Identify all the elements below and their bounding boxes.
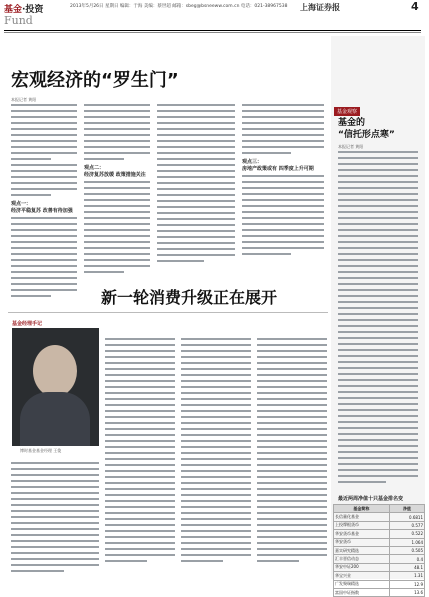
fund-value: 48.1: [389, 563, 424, 571]
sidebar-title: [338, 117, 395, 141]
main-article-column-1: [11, 104, 77, 304]
subhead-5: 观点三：: [242, 159, 263, 165]
fund-ranking-table: [333, 504, 425, 597]
fund-value: 0.6811: [389, 513, 424, 521]
fund-value: 13.6: [389, 588, 424, 596]
table-row: [334, 563, 425, 571]
section-label: 基金·投资: [4, 5, 44, 15]
fund-name: 华安中证200: [334, 563, 390, 571]
second-article-column-4: [257, 313, 327, 579]
subhead-3: 观点二：: [84, 165, 105, 171]
table-row: [334, 555, 425, 563]
table-row: [334, 513, 425, 521]
column-label: 基金经理手记: [12, 321, 43, 327]
subhead-2: 经济平稳复苏 改善有待加强: [11, 208, 73, 214]
subhead-4: 经济复苏放缓 政策措施关注: [84, 172, 146, 178]
author-photo-face: [33, 345, 77, 397]
fund-value: 1.31: [389, 572, 424, 580]
header-rule-thin: [4, 32, 421, 33]
fund-label: Fund: [4, 14, 33, 27]
main-article-column-4: [242, 104, 324, 279]
page-meta: 2013年5月26日 星期日 编辑：于海 美编：蔡世超 邮箱：sbeg@bsneeww.com.cn 电话：021-38967538: [70, 4, 288, 9]
header-rule: [4, 30, 421, 31]
main-article-title: 宏观经济的“罗生门”: [11, 70, 179, 91]
second-article-title: 新一轮消费升级正在展开: [101, 288, 278, 307]
sidebar-text: [338, 151, 418, 491]
subhead-6: 房地产政策或有 四季度上升可期: [242, 166, 314, 172]
fund-name: 上投摩根货币: [334, 521, 390, 529]
fund-value: 0.505: [389, 546, 424, 554]
table-header-cell: 净值: [389, 505, 424, 513]
second-article-column-3: [181, 313, 251, 579]
fund-name: 华安货币基金: [334, 530, 390, 538]
fund-name: 汇丰晋信动态: [334, 555, 390, 563]
table-title: 最近两周净值十只基金排名变: [338, 496, 404, 502]
sidebar-title-line-1: 基金的: [338, 118, 366, 128]
table-header-cell: 基金简称: [334, 505, 390, 513]
fund-name: 华安货币: [334, 538, 390, 546]
table-row: [334, 588, 425, 596]
table-header-row: [334, 505, 425, 513]
page-number: 4: [411, 0, 419, 13]
fund-name: 富国中证指数: [334, 588, 390, 596]
main-article-column-2: [84, 104, 150, 279]
fund-name: 嘉实研究精选: [334, 546, 390, 554]
author-photo-body: [20, 392, 90, 446]
photo-caption: 博时基金基金经理 王俊: [20, 448, 62, 453]
table-row: [334, 580, 425, 588]
main-article-byline: 本报记者 黄阳: [11, 97, 37, 102]
table-row: [334, 572, 425, 580]
table-row: [334, 538, 425, 546]
fund-value: 12.9: [389, 580, 424, 588]
fund-value: 1.064: [389, 538, 424, 546]
fund-name: 广发聚瑞精选: [334, 580, 390, 588]
fund-value: 0.4: [389, 555, 424, 563]
second-article-column-2: [105, 313, 175, 579]
subhead-1: 观点一：: [11, 201, 32, 207]
fund-value: 0.522: [389, 530, 424, 538]
fund-name: 华宝兴业: [334, 572, 390, 580]
main-article-column-3: [157, 104, 235, 279]
newspaper-name: 上海证券报: [300, 3, 340, 12]
sidebar-tag: 基金观察: [334, 107, 360, 116]
table-row: [334, 530, 425, 538]
fund-name: 长信量化基金: [334, 513, 390, 521]
fund-value: 0.577: [389, 521, 424, 529]
sidebar-title-line-2: “信托形点寒”: [338, 130, 395, 140]
second-article-column-1: [11, 462, 99, 580]
table-row: [334, 521, 425, 529]
sidebar-byline: 本报记者 黄阳: [338, 144, 364, 149]
table-row: [334, 546, 425, 554]
